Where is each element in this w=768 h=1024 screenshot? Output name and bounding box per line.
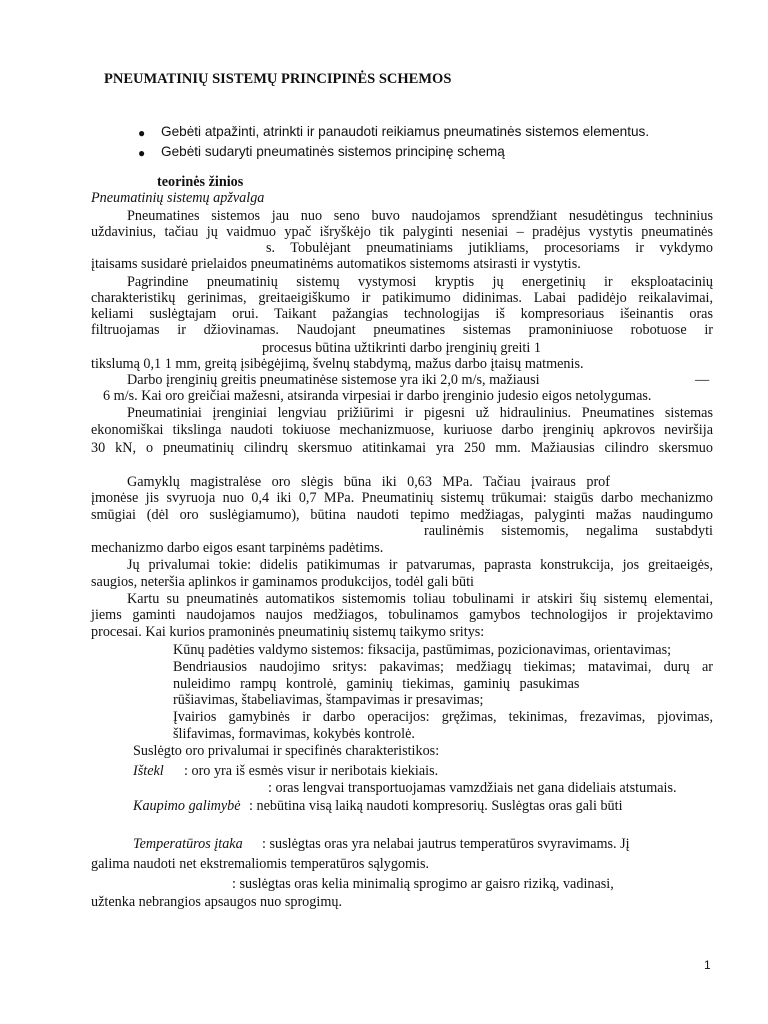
- paragraph-line: 30 kN, o pneumatinių cilindrų skersmuo atitinkamai yra 250 mm. Mažiausias cilindro skersmuo: [91, 440, 713, 456]
- paragraph-line: filtruojamas ir džiovinamas. Naudojant pneumatines sistemas pramoniniuose robotuose ir: [91, 322, 713, 338]
- paragraph-line: uždavinius, tačiau jų vaidmuo ypač išryškėjo tik palyginti neseniai – pradėjus vystytis pneumatinės: [91, 224, 713, 240]
- goal-item-2: Gebėti sudaryti pneumatinės sistemos principinę schemą: [161, 144, 505, 159]
- term-text: : suslėgtas oras kelia minimalią sprogimo ar gaisro riziką, vadinasi,: [232, 876, 614, 892]
- goal-item-1: Gebėti atpažinti, atrinkti ir panaudoti reikiamus pneumatinės sistemos elementus.: [161, 124, 650, 139]
- paragraph-line: charakteristikų gerinimas, greitaeigiškumo ir patikimumo didinimas. Labai padidėjo reikalavimai,: [91, 290, 713, 306]
- paragraph-line: ekonomiškai tikslinga naudoti tokiuose mechanizmuose, kuriuose darbo įrenginių apkrovos neviršija: [91, 422, 713, 438]
- term-label: Ištekl: [133, 763, 164, 779]
- paragraph-line: Gamyklų magistralėse oro slėgis būna iki 0,63 MPa. Tačiau įvairaus prof: [127, 474, 610, 490]
- paragraph-line: Pneumatiniai įrenginiai lengviau prižiūrimi ir pigesni už hidraulinius. Pneumatines sistemas: [127, 405, 713, 421]
- paragraph-line: Pagrindine pneumatinių sistemų vystymosi kryptis jų energetinių ir eksploatacinių: [127, 274, 713, 290]
- paragraph-line: jiems gaminti naudojamos naujos medžiagos, tobulinamos gamybos technologijos ir projektavimo: [91, 607, 713, 623]
- paragraph-line: mechanizmo darbo eigos esant tarpinėms padėtims.: [91, 540, 384, 556]
- term-text: : oras lengvai transportuojamas vamzdžiais net gana dideliais atstumais.: [268, 780, 677, 796]
- list-item: Bendriausios naudojimo sritys: pakavimas; medžiagų tiekimas; matavimai, durų ar: [173, 659, 713, 675]
- paragraph-line: įmonėse jis svyruoja nuo 0,4 iki 0,7 MPa. Pneumatinių sistemų trūkumai: staigūs darbo mechanizmo: [91, 490, 713, 506]
- term-text: : suslėgtas oras yra nelabai jautrus temperatūros svyravimams. Jį: [262, 836, 630, 852]
- term-label: Kaupimo galimybė: [133, 798, 241, 814]
- paragraph-line: 6 m/s. Kai oro greičiai mažesni, atsiranda virpesiai ir darbo įrenginio judesio eigos netolygumas.: [103, 388, 652, 404]
- paragraph-line: procesai. Kai kurios pramoninės pneumatinių sistemų taikymo sritys:: [91, 624, 485, 640]
- paragraph-line: Jų privalumai tokie: didelis patikimumas ir patvarumas, paprasta konstrukcija, jos greitaeigės,: [127, 557, 713, 573]
- page-title: PNEUMATINIŲ SISTEMŲ PRINCIPINĖS SCHEMOS: [104, 71, 452, 87]
- term-text: : oro yra iš esmės visur ir neribotais kiekiais.: [184, 763, 439, 779]
- paragraph-line: keliami suslėgtajam orui. Taikant pažangias technologijas iš kompresoriaus išeinantis oras: [91, 306, 713, 322]
- paragraph-line: raulinėmis sistemomis, negalima sustabdyti: [424, 523, 713, 539]
- list-item: Kūnų padėties valdymo sistemos: fiksacija, pastūmimas, pozicionavimas, orientavimas;: [173, 642, 672, 658]
- paragraph-line: tikslumą 0,1 1 mm, greitą įsibėgėjimą, švelnų stabdymą, mažus darbo įtaisų matmenis.: [91, 356, 584, 372]
- paragraph-line: procesus būtina užtikrinti darbo įrenginių greiti 1: [262, 340, 541, 356]
- paragraph-line: Kartu su pneumatinės automatikos sistemomis toliau tobulinami ir atskiri šių sistemų elementai,: [127, 591, 713, 607]
- list-item: rūšiavimas, štabeliavimas, štampavimas ir presavimas;: [173, 692, 484, 708]
- paragraph-line: s. Tobulėjant pneumatiniams jutikliams, procesoriams ir vykdymo: [266, 240, 713, 256]
- term-text: : nebūtina visą laiką naudoti kompresorių. Suslėgtas oras gali būti: [249, 798, 623, 814]
- paragraph-line: Pneumatines sistemos jau nuo seno buvo naudojamos sprendžiant nesudėtingus techninius: [127, 208, 713, 224]
- term-text: galima naudoti net ekstremaliomis temperatūros sąlygomis.: [91, 856, 430, 872]
- list-item: nuleidimo rampų kontrolė, gaminių tiekimas, gaminių pasukimas: [173, 676, 580, 692]
- bullet-icon: ●: [138, 146, 146, 160]
- list-item: šlifavimas, formavimas, kokybės kontrolė.: [173, 726, 415, 742]
- paragraph-line: saugios, neteršia aplinkos ir gaminamos produkcijos, todėl gali būti: [91, 574, 475, 590]
- paragraph-line: smūgiai (dėl oro suslėgiamumo), būtina naudoti tepimo medžiagas, palyginti mažas naudingumo: [91, 507, 713, 523]
- subheading: Pneumatinių sistemų apžvalga: [91, 190, 265, 206]
- section-heading: teorinės žinios: [157, 174, 244, 190]
- list-item: Įvairios gamybinės ir darbo operacijos: gręžimas, tekinimas, frezavimas, pjovimas,: [173, 709, 713, 725]
- term-text: užtenka nebrangios apsaugos nuo sprogimų.: [91, 894, 342, 910]
- page-number: 1: [704, 958, 711, 972]
- paragraph-line: Darbo įrenginių greitis pneumatinėse sistemose yra iki 2,0 m/s, mažiausi: [127, 372, 540, 388]
- term-label: Temperatūros įtaka: [133, 836, 243, 852]
- paragraph-line: įtaisams susidarė prielaidos pneumatinėms automatikos sistemoms atsirasti ir vystytis.: [91, 256, 581, 272]
- paragraph-line: —: [695, 372, 710, 388]
- paragraph-line: Suslėgto oro privalumai ir specifinės charakteristikos:: [133, 743, 440, 759]
- bullet-icon: ●: [138, 126, 146, 140]
